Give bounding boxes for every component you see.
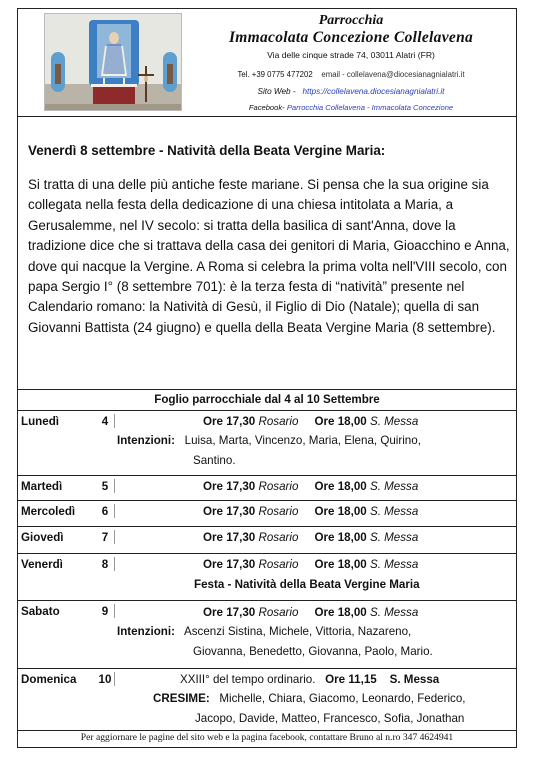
rosario-label: Rosario bbox=[258, 558, 299, 571]
intentions-line bbox=[117, 625, 411, 638]
rosario-time: Ore 17,30 bbox=[203, 558, 256, 571]
day-number: 10 bbox=[98, 673, 112, 686]
intentions-line-2: Santino. bbox=[193, 454, 236, 467]
day-name: Giovedì bbox=[21, 531, 64, 544]
feast-note: Festa - Natività della Beata Vergine Maria bbox=[194, 578, 420, 591]
rosario-label: Rosario bbox=[258, 505, 299, 518]
day-name: Lunedì bbox=[21, 415, 59, 428]
rosario-time: Ore 17,30 bbox=[203, 505, 256, 518]
column-divider bbox=[114, 557, 115, 571]
times-line bbox=[203, 505, 418, 518]
messa-label: S. Messa bbox=[369, 531, 419, 544]
intentions-line bbox=[117, 434, 421, 447]
day-name: Domenica bbox=[21, 673, 77, 686]
confirmations-line-2: Jacopo, Davide, Matteo, Francesco, Sofia, Jonathan bbox=[195, 712, 465, 725]
intentions-names: Ascenzi Sistina, Michele, Vittoria, Nazareno, bbox=[184, 625, 412, 638]
day-number: 6 bbox=[101, 505, 109, 518]
sunday-mass-line bbox=[180, 673, 439, 686]
messa-time: Ore 18,00 bbox=[314, 480, 367, 493]
messa-label: S. Messa bbox=[369, 480, 419, 493]
rosario-label: Rosario bbox=[258, 480, 299, 493]
rosario-time: Ore 17,30 bbox=[203, 480, 256, 493]
confirmations-names: Michelle, Chiara, Giacomo, Leonardo, Federico, bbox=[219, 692, 466, 705]
messa-time: Ore 18,00 bbox=[314, 531, 367, 544]
confirmations-label: CRESIME: bbox=[153, 692, 210, 705]
day-name: Mercoledì bbox=[21, 505, 76, 518]
messa-label: S. Messa bbox=[369, 505, 419, 518]
column-divider bbox=[114, 504, 115, 518]
sunday-mass-label: S. Messa bbox=[389, 673, 440, 686]
parish-name-line1: Parrocchia bbox=[318, 13, 384, 28]
ordinary-time: XXIII° del tempo ordinario. bbox=[180, 673, 316, 686]
website-label: Sito Web - bbox=[257, 87, 296, 96]
day-name: Sabato bbox=[21, 605, 60, 618]
article-title: Venerdì 8 settembre - Natività della Beata Vergine Maria: bbox=[28, 143, 386, 158]
schedule-title: Foglio parrocchiale dal 4 al 10 Settembre bbox=[18, 390, 516, 411]
schedule-row-giovedi bbox=[18, 527, 516, 554]
messa-time: Ore 18,00 bbox=[314, 505, 367, 518]
column-divider bbox=[114, 672, 115, 686]
header bbox=[18, 9, 516, 117]
messa-time: Ore 18,00 bbox=[314, 606, 367, 619]
day-number: 5 bbox=[101, 480, 109, 493]
day-number: 7 bbox=[101, 531, 109, 544]
email-address[interactable]: email - collelavena@diocesianagnialatri.it bbox=[321, 70, 465, 79]
day-number: 8 bbox=[101, 558, 109, 571]
rosario-time: Ore 17,30 bbox=[203, 606, 256, 619]
facebook-line bbox=[188, 102, 514, 114]
messa-time: Ore 18,00 bbox=[314, 558, 367, 571]
parish-address: Via delle cinque strade 74, 03011 Alatri (FR) bbox=[267, 50, 435, 60]
times-line bbox=[203, 415, 418, 428]
column-divider bbox=[114, 479, 115, 493]
schedule-row-mercoledi bbox=[18, 501, 516, 527]
rosario-label: Rosario bbox=[258, 531, 299, 544]
intentions-names: Luisa, Marta, Vincenzo, Maria, Elena, Quirino, bbox=[184, 434, 421, 447]
facebook-link[interactable]: Parrocchia Collelavena - Immacolata Concezione bbox=[286, 103, 454, 112]
day-number: 9 bbox=[101, 605, 109, 618]
schedule-row-venerdi bbox=[18, 554, 516, 601]
confirmations-line bbox=[153, 692, 466, 705]
day-number: 4 bbox=[101, 415, 109, 428]
website-link[interactable]: https://collelavena.diocesianagnialatri.it bbox=[302, 87, 445, 96]
parish-name-line2: Immacolata Concezione Collelavena bbox=[228, 29, 474, 46]
footer-note: Per aggiornare le pagine del sito web e la pagina facebook, contattare Bruno al n.ro 347 4624941 bbox=[80, 732, 454, 743]
rosario-time: Ore 17,30 bbox=[203, 531, 256, 544]
column-divider bbox=[114, 414, 115, 428]
times-line bbox=[203, 531, 418, 544]
messa-label: S. Messa bbox=[369, 558, 419, 571]
messa-label: S. Messa bbox=[369, 415, 419, 428]
intentions-label: Intenzioni: bbox=[117, 434, 175, 447]
rosario-time: Ore 17,30 bbox=[203, 415, 256, 428]
schedule-row-sabato bbox=[18, 601, 516, 669]
day-name: Venerdì bbox=[21, 558, 63, 571]
article-body: Si tratta di una delle più antiche feste mariane. Si pensa che la sua origine sia collegata nella festa della dedicazione di una chiesa intitolata a Maria, a Gerusalemme, nel IV secolo: si tratta della basilica di sant'Anna, dove la tradizione dice che si trattava della casa dei genitori di Maria, Gioacchino e Anna, dove qui nacque la Vergine. A Roma si celebra la prima volta nell'VIII secolo, con papa Sergio I° (8 settembre 701): è la terza festa di “natività” presente nel Calendario romano: la Natività di Gesù, il Figlio di Dio (Natale); quella di san Giovanni Battista (24 giugno) e quella della Beata Vergine Maria (8 settembre). bbox=[28, 177, 510, 335]
schedule-row-lunedi bbox=[18, 411, 516, 476]
rosario-label: Rosario bbox=[258, 415, 299, 428]
day-name: Martedì bbox=[21, 480, 63, 493]
parish-info bbox=[188, 13, 514, 114]
times-line bbox=[203, 606, 418, 619]
schedule-row-domenica bbox=[18, 669, 516, 731]
feast-article bbox=[18, 117, 516, 390]
facebook-label: Facebook- bbox=[248, 103, 285, 112]
phone-number: Tel. +39 0775 477202 bbox=[237, 70, 313, 79]
parish-contacts bbox=[188, 69, 514, 81]
intentions-line-2: Giovanna, Benedetto, Giovanna, Paolo, Mario. bbox=[193, 645, 433, 658]
parish-bulletin bbox=[17, 8, 517, 748]
times-line bbox=[203, 480, 418, 493]
intentions-label: Intenzioni: bbox=[117, 625, 175, 638]
messa-label: S. Messa bbox=[369, 606, 419, 619]
church-altar-photo bbox=[44, 13, 182, 111]
times-line bbox=[203, 558, 418, 571]
website-line bbox=[188, 86, 514, 98]
column-divider bbox=[114, 604, 115, 618]
column-divider bbox=[114, 530, 115, 544]
messa-time: Ore 18,00 bbox=[314, 415, 367, 428]
sunday-mass-time: Ore 11,15 bbox=[325, 673, 377, 686]
rosario-label: Rosario bbox=[258, 606, 299, 619]
schedule-row-martedi bbox=[18, 476, 516, 501]
